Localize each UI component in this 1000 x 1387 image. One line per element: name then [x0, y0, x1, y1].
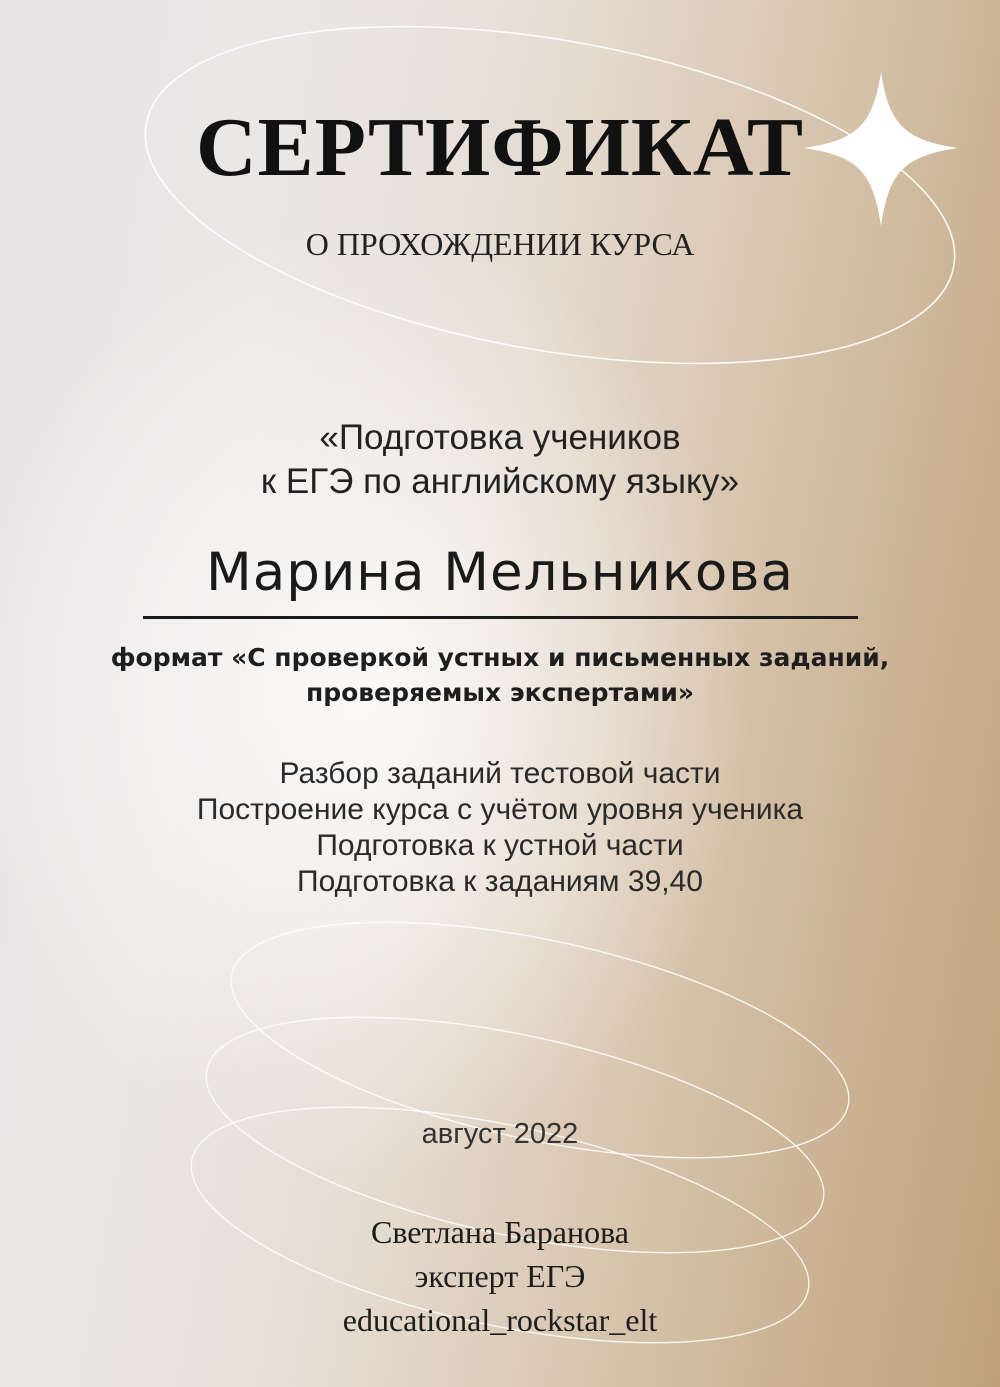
course-title-line: «Подготовка учеников	[319, 418, 681, 457]
topic-item: Подготовка к заданиям 39,40	[297, 865, 703, 898]
certificate-subtitle: О ПРОХОЖДЕНИИ КУРСА	[305, 226, 695, 262]
certificate-title: СЕРТИФИКАТ	[195, 101, 805, 194]
topics-list	[0, 756, 1000, 900]
course-title	[0, 416, 1000, 504]
top-orbit-ellipse	[119, 0, 980, 419]
format-line: проверяемых экспертами»	[305, 678, 695, 707]
topic-item: Построение курса с учётом уровня ученика	[196, 793, 804, 826]
signer-block	[0, 1210, 1000, 1342]
course-format	[0, 640, 1000, 710]
issue-date: август 2022	[421, 1118, 579, 1150]
signer-handle: educational_rockstar_elt	[342, 1302, 658, 1338]
name-underline	[143, 616, 858, 619]
recipient-name: Марина Мельникова	[206, 542, 794, 603]
topic-item: Разбор заданий тестовой части	[279, 757, 721, 790]
topic-item: Подготовка к устной части	[316, 829, 684, 862]
format-line: формат «С проверкой устных и письменных заданий,	[110, 643, 890, 672]
signer-name: Светлана Баранова	[371, 1214, 629, 1250]
signer-role: эксперт ЕГЭ	[414, 1258, 586, 1294]
course-title-line: к ЕГЭ по английскому языку»	[260, 462, 740, 501]
ring-1	[211, 877, 869, 1204]
